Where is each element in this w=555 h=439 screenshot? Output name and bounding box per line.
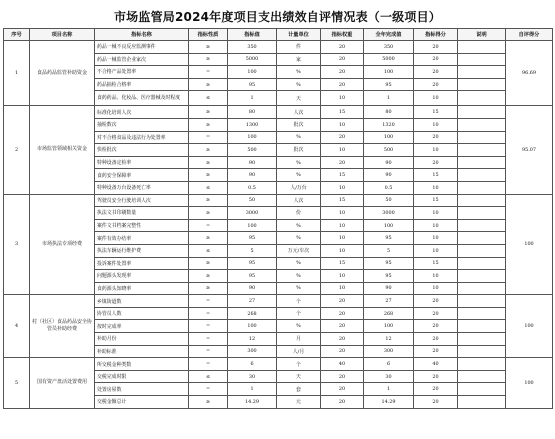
note-cell xyxy=(458,295,506,308)
note-cell xyxy=(458,156,506,169)
note-cell xyxy=(458,232,506,245)
points-cell: 10 xyxy=(414,219,458,232)
performance-table xyxy=(3,28,553,409)
indicator-type-cell: ≤ xyxy=(189,181,228,194)
points-cell: 20 xyxy=(414,320,458,333)
indicator-type-cell: ≥ xyxy=(189,156,228,169)
unit-cell: 件 xyxy=(277,41,321,54)
unit-cell: 人次 xyxy=(277,194,321,207)
header-cell: 指标值 xyxy=(228,29,277,41)
unit-cell: 个 xyxy=(277,358,321,371)
unit-cell: 份 xyxy=(277,207,321,220)
completed-value-cell: 100 xyxy=(364,131,414,144)
indicator-value-cell: 100 xyxy=(228,131,277,144)
weight-cell: 15 xyxy=(321,257,364,270)
indicator-type-cell: ≥ xyxy=(189,118,228,131)
indicator-value-cell: 50 xyxy=(228,194,277,207)
completed-value-cell: 100 xyxy=(364,219,414,232)
completed-value-cell: 95 xyxy=(364,78,414,91)
indicator-type-cell: = xyxy=(189,131,228,144)
header-cell: 项目名称 xyxy=(30,29,95,41)
table-row xyxy=(4,41,553,54)
serial-number-cell: 1 xyxy=(4,41,30,106)
note-cell xyxy=(458,91,506,106)
indicator-type-cell: ≥ xyxy=(189,207,228,220)
completed-value-cell: 268 xyxy=(364,307,414,320)
note-cell xyxy=(458,270,506,283)
completed-value-cell: 90 xyxy=(364,169,414,182)
points-cell: 10 xyxy=(414,181,458,194)
indicator-type-cell: ≥ xyxy=(189,53,228,66)
points-cell: 40 xyxy=(414,358,458,371)
indicator-value-cell: 100 xyxy=(228,320,277,333)
indicator-type-cell: ≥ xyxy=(189,396,228,409)
weight-cell: 10 xyxy=(321,232,364,245)
note-cell xyxy=(458,370,506,383)
points-cell: 10 xyxy=(414,91,458,106)
unit-cell: % xyxy=(277,282,321,295)
indicator-name-cell: 案件文书档案完整性 xyxy=(95,219,189,232)
indicator-value-cell: 100 xyxy=(228,66,277,79)
indicator-value-cell: 1 xyxy=(228,91,277,106)
points-cell: 20 xyxy=(414,156,458,169)
note-cell xyxy=(458,345,506,358)
indicator-name-cell: 药品抽检合格率 xyxy=(95,78,189,91)
unit-cell: 人次 xyxy=(277,106,321,119)
points-cell: 15 xyxy=(414,194,458,207)
completed-value-cell: 6 xyxy=(364,358,414,371)
indicator-value-cell: 3000 xyxy=(228,207,277,220)
indicator-type-cell: = xyxy=(189,345,228,358)
indicator-value-cell: 14.29 xyxy=(228,396,277,409)
weight-cell: 10 xyxy=(321,282,364,295)
note-cell xyxy=(458,320,506,333)
indicator-name-cell: 抽检数次 xyxy=(95,118,189,131)
weight-cell: 20 xyxy=(321,345,364,358)
unit-cell: 人/万台 xyxy=(277,181,321,194)
indicator-value-cell: 27 xyxy=(228,295,277,308)
completed-value-cell: 350 xyxy=(364,41,414,54)
weight-cell: 20 xyxy=(321,396,364,409)
points-cell: 20 xyxy=(414,333,458,346)
project-name-cell: 食品药品监管补助资金 xyxy=(30,41,95,106)
project-name-cell: 市场执法专项经费 xyxy=(30,194,95,295)
indicator-name-cell: 食药源头知晓率 xyxy=(95,282,189,295)
indicator-type-cell: = xyxy=(189,358,228,371)
weight-cell: 20 xyxy=(321,41,364,54)
note-cell xyxy=(458,106,506,119)
indicator-value-cell: 0.5 xyxy=(228,181,277,194)
indicator-type-cell: = xyxy=(189,383,228,396)
indicator-type-cell: ≥ xyxy=(189,270,228,283)
weight-cell: 20 xyxy=(321,78,364,91)
indicator-name-cell: 交税完成时限 xyxy=(95,370,189,383)
weight-cell: 15 xyxy=(321,169,364,182)
indicator-name-cell: 所交税金种类数 xyxy=(95,358,189,371)
header-cell: 计量单位 xyxy=(277,29,321,41)
weight-cell: 20 xyxy=(321,295,364,308)
table-body xyxy=(4,41,553,409)
indicator-type-cell: = xyxy=(189,219,228,232)
header-cell: 指标名称 xyxy=(95,29,189,41)
indicator-type-cell: ≥ xyxy=(189,194,228,207)
weight-cell: 10 xyxy=(321,181,364,194)
indicator-value-cell: 1300 xyxy=(228,118,277,131)
note-cell xyxy=(458,181,506,194)
weight-cell: 20 xyxy=(321,320,364,333)
points-cell: 20 xyxy=(414,396,458,409)
completed-value-cell: 90 xyxy=(364,282,414,295)
note-cell xyxy=(458,144,506,157)
weight-cell: 10 xyxy=(321,144,364,157)
self-score-cell: 100 xyxy=(506,295,553,358)
unit-cell: 套 xyxy=(277,383,321,396)
completed-value-cell: 0.5 xyxy=(364,181,414,194)
points-cell: 10 xyxy=(414,207,458,220)
note-cell xyxy=(458,169,506,182)
weight-cell: 20 xyxy=(321,383,364,396)
weight-cell: 20 xyxy=(321,66,364,79)
indicator-name-cell: 补助标准 xyxy=(95,345,189,358)
note-cell xyxy=(458,207,506,220)
indicator-name-cell: 处置房屋数 xyxy=(95,383,189,396)
header-cell: 全年完成值 xyxy=(364,29,414,41)
indicator-value-cell: 100 xyxy=(228,219,277,232)
completed-value-cell: 1 xyxy=(364,91,414,106)
completed-value-cell: 100 xyxy=(364,320,414,333)
indicator-value-cell: 300 xyxy=(228,345,277,358)
indicator-name-cell: 乡镇街道数 xyxy=(95,295,189,308)
indicator-name-cell: 执法车辆运行维护费 xyxy=(95,244,189,257)
indicator-name-cell: 快检批次 xyxy=(95,144,189,157)
points-cell: 20 xyxy=(414,41,458,54)
indicator-type-cell: ≥ xyxy=(189,232,228,245)
unit-cell: 月 xyxy=(277,333,321,346)
indicator-type-cell: = xyxy=(189,333,228,346)
serial-number-cell: 5 xyxy=(4,358,30,408)
unit-cell: % xyxy=(277,78,321,91)
indicator-value-cell: 90 xyxy=(228,282,277,295)
points-cell: 20 xyxy=(414,383,458,396)
note-cell xyxy=(458,66,506,79)
header-row xyxy=(4,29,553,41)
indicator-type-cell: ≤ xyxy=(189,244,228,257)
header-cell: 自评得分 xyxy=(506,29,553,41)
weight-cell: 10 xyxy=(321,118,364,131)
indicator-name-cell: 案件有效办结率 xyxy=(95,232,189,245)
indicator-type-cell: ≥ xyxy=(189,78,228,91)
indicator-value-cell: 30 xyxy=(228,370,277,383)
project-name-cell: 国有资产盘活处置费用 xyxy=(30,358,95,408)
indicator-type-cell: ≥ xyxy=(189,144,228,157)
weight-cell: 20 xyxy=(321,156,364,169)
project-name-cell: 村（社区）食品药品安全协管员补助经费 xyxy=(30,295,95,358)
completed-value-cell: 80 xyxy=(364,106,414,119)
points-cell: 10 xyxy=(414,282,458,295)
unit-cell: % xyxy=(277,131,321,144)
serial-number-cell: 4 xyxy=(4,295,30,358)
indicator-value-cell: 95 xyxy=(228,257,277,270)
unit-cell: 天 xyxy=(277,370,321,383)
indicator-value-cell: 500 xyxy=(228,144,277,157)
header-cell: 序号 xyxy=(4,29,30,41)
indicator-value-cell: 95 xyxy=(228,270,277,283)
completed-value-cell: 95 xyxy=(364,232,414,245)
points-cell: 20 xyxy=(414,66,458,79)
unit-cell: 批次 xyxy=(277,118,321,131)
indicator-value-cell: 12 xyxy=(228,333,277,346)
points-cell: 20 xyxy=(414,78,458,91)
unit-cell: % xyxy=(277,257,321,270)
indicator-type-cell: ≥ xyxy=(189,257,228,270)
unit-cell: 人/月 xyxy=(277,345,321,358)
indicator-name-cell: 交税金额总计 xyxy=(95,396,189,409)
unit-cell: 个 xyxy=(277,295,321,308)
indicator-name-cell: 驾驶员安全行驶培训人次 xyxy=(95,194,189,207)
indicator-name-cell: 药品一械监管企业家次 xyxy=(95,53,189,66)
unit-cell: 批次 xyxy=(277,144,321,157)
indicator-name-cell: 特种设备定检率 xyxy=(95,156,189,169)
points-cell: 15 xyxy=(414,169,458,182)
indicator-type-cell: = xyxy=(189,295,228,308)
points-cell: 10 xyxy=(414,118,458,131)
note-cell xyxy=(458,131,506,144)
weight-cell: 20 xyxy=(321,333,364,346)
indicator-type-cell: = xyxy=(189,307,228,320)
indicator-value-cell: 90 xyxy=(228,156,277,169)
points-cell: 20 xyxy=(414,345,458,358)
indicator-type-cell: = xyxy=(189,320,228,333)
header-cell: 指标性质 xyxy=(189,29,228,41)
completed-value-cell: 95 xyxy=(364,257,414,270)
completed-value-cell: 5000 xyxy=(364,53,414,66)
weight-cell: 10 xyxy=(321,270,364,283)
project-name-cell: 市场监管领域相关资金 xyxy=(30,106,95,194)
note-cell xyxy=(458,383,506,396)
completed-value-cell: 1320 xyxy=(364,118,414,131)
page-title: 市场监管局2024年度项目支出绩效自评情况表（一级项目） xyxy=(113,10,441,24)
indicator-type-cell: = xyxy=(189,66,228,79)
table-row xyxy=(4,106,553,119)
note-cell xyxy=(458,333,506,346)
indicator-value-cell: 5 xyxy=(228,244,277,257)
weight-cell: 40 xyxy=(321,358,364,371)
indicator-value-cell: 350 xyxy=(228,41,277,54)
points-cell: 20 xyxy=(414,307,458,320)
header-cell: 指标权重 xyxy=(321,29,364,41)
unit-cell: 万元/车次 xyxy=(277,244,321,257)
indicator-name-cell: 不合格产品处置率 xyxy=(95,66,189,79)
table-row xyxy=(4,194,553,207)
weight-cell: 15 xyxy=(321,194,364,207)
indicator-value-cell: 95 xyxy=(228,232,277,245)
header-cell: 说明 xyxy=(458,29,506,41)
completed-value-cell: 300 xyxy=(364,345,414,358)
note-cell xyxy=(458,282,506,295)
serial-number-cell: 3 xyxy=(4,194,30,295)
unit-cell: 天 xyxy=(277,91,321,106)
indicator-type-cell: ≥ xyxy=(189,41,228,54)
weight-cell: 20 xyxy=(321,370,364,383)
unit-cell: 家 xyxy=(277,53,321,66)
serial-number-cell: 2 xyxy=(4,106,30,194)
weight-cell: 10 xyxy=(321,244,364,257)
weight-cell: 20 xyxy=(321,53,364,66)
completed-value-cell: 14.29 xyxy=(364,396,414,409)
indicator-name-cell: 标准化培训人次 xyxy=(95,106,189,119)
completed-value-cell: 12 xyxy=(364,333,414,346)
self-score-cell: 96.69 xyxy=(506,41,553,106)
self-score-cell: 100 xyxy=(506,194,553,295)
points-cell: 20 xyxy=(414,370,458,383)
indicator-value-cell: 90 xyxy=(228,169,277,182)
completed-value-cell: 30 xyxy=(364,370,414,383)
points-cell: 20 xyxy=(414,131,458,144)
points-cell: 20 xyxy=(414,295,458,308)
unit-cell: % xyxy=(277,270,321,283)
indicator-type-cell: ≥ xyxy=(189,106,228,119)
indicator-value-cell: 6 xyxy=(228,358,277,371)
points-cell: 10 xyxy=(414,244,458,257)
note-cell xyxy=(458,41,506,54)
unit-cell: % xyxy=(277,320,321,333)
weight-cell: 10 xyxy=(321,207,364,220)
indicator-name-cell: 执法文书印刷数量 xyxy=(95,207,189,220)
note-cell xyxy=(458,244,506,257)
points-cell: 15 xyxy=(414,257,458,270)
completed-value-cell: 1 xyxy=(364,383,414,396)
indicator-name-cell: 食药药品、化妆品、医疗器械及时程度 xyxy=(95,91,189,106)
note-cell xyxy=(458,118,506,131)
unit-cell: % xyxy=(277,169,321,182)
points-cell: 10 xyxy=(414,144,458,157)
indicator-type-cell: ≥ xyxy=(189,169,228,182)
indicator-type-cell: ≤ xyxy=(189,91,228,106)
header-cell: 指标得分 xyxy=(414,29,458,41)
completed-value-cell: 50 xyxy=(364,194,414,207)
self-score-cell: 100 xyxy=(506,358,553,408)
points-cell: 15 xyxy=(414,106,458,119)
completed-value-cell: 100 xyxy=(364,66,414,79)
indicator-name-cell: 对不合格食品及违法行为处置率 xyxy=(95,131,189,144)
weight-cell: 10 xyxy=(321,219,364,232)
indicator-value-cell: 1 xyxy=(228,383,277,396)
completed-value-cell: 90 xyxy=(364,156,414,169)
note-cell xyxy=(458,78,506,91)
indicator-type-cell: ≥ xyxy=(189,282,228,295)
unit-cell: % xyxy=(277,66,321,79)
weight-cell: 20 xyxy=(321,131,364,144)
indicator-name-cell: 按时完成率 xyxy=(95,320,189,333)
points-cell: 10 xyxy=(414,270,458,283)
unit-cell: % xyxy=(277,232,321,245)
completed-value-cell: 500 xyxy=(364,144,414,157)
note-cell xyxy=(458,194,506,207)
points-cell: 20 xyxy=(414,53,458,66)
note-cell xyxy=(458,358,506,371)
note-cell xyxy=(458,257,506,270)
indicator-value-cell: 80 xyxy=(228,106,277,119)
indicator-name-cell: 问题源头发现率 xyxy=(95,270,189,283)
unit-cell: % xyxy=(277,219,321,232)
completed-value-cell: 3000 xyxy=(364,207,414,220)
note-cell xyxy=(458,396,506,409)
weight-cell: 20 xyxy=(321,307,364,320)
completed-value-cell: 5 xyxy=(364,244,414,257)
unit-cell: 元 xyxy=(277,396,321,409)
table-row xyxy=(4,295,553,308)
indicator-name-cell: 特种设备万台设备死亡率 xyxy=(95,181,189,194)
note-cell xyxy=(458,219,506,232)
indicator-name-cell: 食药安全保障率 xyxy=(95,169,189,182)
weight-cell: 15 xyxy=(321,106,364,119)
indicator-name-cell: 补助月份 xyxy=(95,333,189,346)
indicator-value-cell: 95 xyxy=(228,78,277,91)
points-cell: 10 xyxy=(414,232,458,245)
indicator-name-cell: 投诉案件处置率 xyxy=(95,257,189,270)
unit-cell: % xyxy=(277,156,321,169)
self-score-cell: 95.07 xyxy=(506,106,553,194)
note-cell xyxy=(458,53,506,66)
note-cell xyxy=(458,307,506,320)
indicator-value-cell: 268 xyxy=(228,307,277,320)
completed-value-cell: 95 xyxy=(364,270,414,283)
table-row xyxy=(4,358,553,371)
indicator-name-cell: 协管员人数 xyxy=(95,307,189,320)
indicator-value-cell: 5000 xyxy=(228,53,277,66)
indicator-name-cell: 药品一械不良反应监测事件 xyxy=(95,41,189,54)
weight-cell: 10 xyxy=(321,91,364,106)
indicator-type-cell: ≤ xyxy=(189,370,228,383)
completed-value-cell: 27 xyxy=(364,295,414,308)
unit-cell: 个 xyxy=(277,307,321,320)
